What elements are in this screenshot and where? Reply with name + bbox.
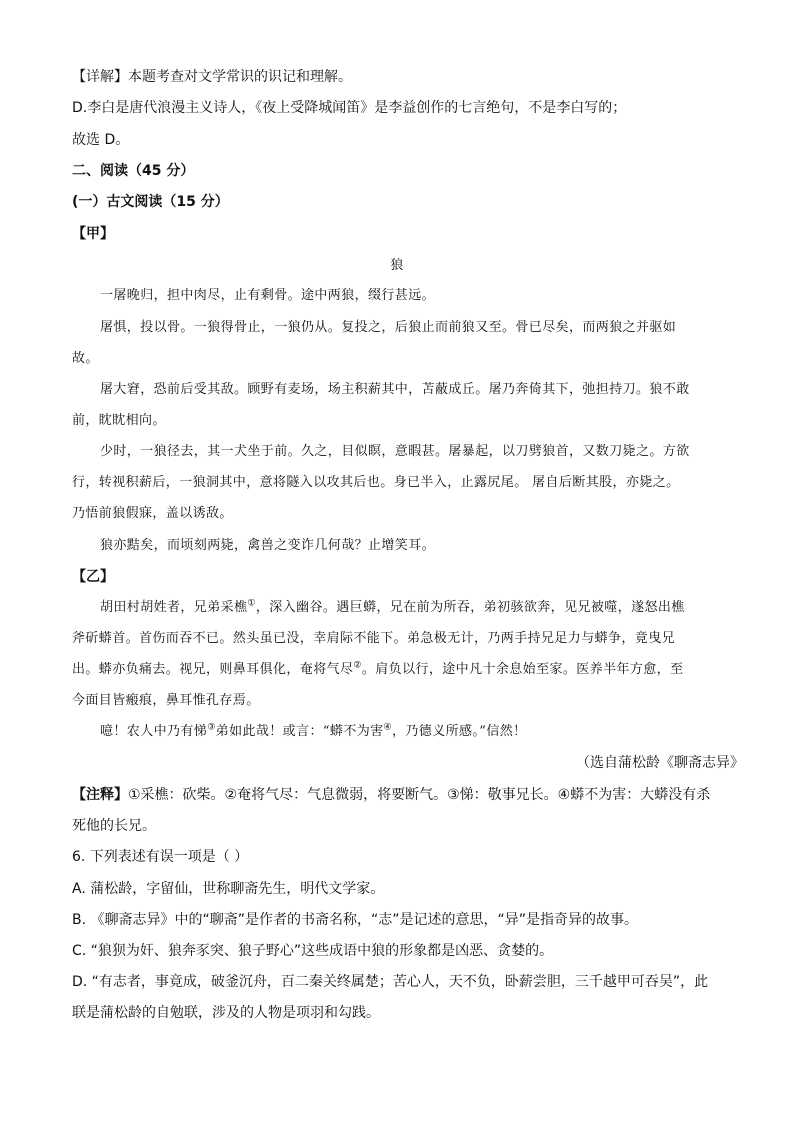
yi-line-1 bbox=[100, 598, 685, 618]
option-b: B. 《聊斋志异》中的“聊斋”是作者的书斋名称，“志”是记述的意思，“异”是指奇异的故事。 bbox=[72, 912, 639, 928]
note-marker: ① bbox=[247, 598, 256, 609]
yi-line-5 bbox=[100, 722, 527, 742]
jia-line-1: 一屠晚归，担中肉尽，止有剩骨。途中两狼，缀行甚远。 bbox=[100, 288, 436, 303]
jia-line-2: 屠惧，投以骨。一狼得骨止，一狼仍从。复投之，后狼止而前狼又至。骨已尽矣，而两狼之并驱如 bbox=[100, 320, 677, 335]
section-title: 二、阅读（45 分） bbox=[72, 163, 195, 179]
note-marker: ④ bbox=[383, 722, 392, 733]
jia-line-8: 乃悟前狼假寐，盖以诱敌。 bbox=[72, 506, 233, 521]
jia-label: 【甲】 bbox=[72, 226, 114, 242]
yi-line-1-b: ，深入幽谷。遇巨蟒，兄在前为所吞，弟初骇欲奔，见兄被噬，遂怒出樵 bbox=[255, 600, 685, 615]
notes-label: 【注释】 bbox=[72, 787, 128, 803]
yi-line-5-a: 噫！农人中乃有悌 bbox=[100, 724, 208, 739]
detail-line-2: 故选 D。 bbox=[72, 132, 130, 148]
notes-text-1: ①采樵：砍柴。②奄将气尽：气息微弱，将要断气。③悌：敬事兄长。④蟒不为害：大蟒没有杀 bbox=[128, 787, 711, 803]
section-subtitle: (一）古文阅读（15 分） bbox=[72, 194, 229, 210]
yi-line-3-b: 。肩负以行，途中凡十余息始至家。医养半年方愈，至 bbox=[361, 662, 684, 677]
yi-label: 【乙】 bbox=[72, 569, 114, 585]
detail-label: 【详解】本题考查对文学常识的识记和理解。 bbox=[72, 69, 352, 85]
option-a: A. 蒲松龄，字留仙，世称聊斋先生，明代文学家。 bbox=[72, 881, 385, 897]
jia-title: 狼 bbox=[390, 258, 404, 273]
question-stem: 6. 下列表述有误一项是（ ） bbox=[72, 849, 249, 865]
jia-line-4: 屠大窘，恐前后受其敌。顾野有麦场，场主积薪其中，苫蔽成丘。屠乃奔倚其下，弛担持刀。狼不敢 bbox=[100, 382, 690, 397]
yi-line-1-a: 胡田村胡姓者，兄弟采樵 bbox=[100, 600, 248, 615]
yi-line-5-b: 弟如此哉！或言：“蟒不为害 bbox=[215, 724, 384, 739]
jia-line-3: 故。 bbox=[72, 351, 99, 366]
yi-line-5-c: ，乃德义所感。”信然！ bbox=[392, 724, 527, 739]
option-d-line-1: D. “有志者，事竟成，破釜沉舟，百二秦关终属楚；苦心人，天不负，卧薪尝胆，三千越甲可吞吴”，此 bbox=[72, 974, 709, 990]
yi-line-2: 斧斫蟒首。首伤而吞不已。然头虽已没，幸肩际不能下。弟急极无计，乃两手持兄足力与蟒争，竟曳兄 bbox=[72, 631, 676, 646]
notes-line-2: 死他的长兄。 bbox=[72, 818, 156, 834]
yi-line-3 bbox=[72, 660, 683, 680]
option-c: C. “狼狈为奸、狼奔豕突、狼子野心”这些成语中狼的形象都是凶恶、贪婪的。 bbox=[72, 943, 554, 959]
jia-line-5: 前，眈眈相向。 bbox=[72, 413, 166, 428]
option-d-line-2: 联是蒲松龄的自勉联，涉及的人物是项羽和勾践。 bbox=[72, 1005, 380, 1021]
note-marker: ③ bbox=[207, 722, 216, 733]
notes-line-1 bbox=[72, 785, 710, 805]
jia-line-7: 行，转视积薪后，一狼洞其中，意将隧入以攻其后也。身已半入，止露尻尾。 屠自后断其股，亦毙之。 bbox=[72, 475, 680, 490]
jia-line-6: 少时，一狼径去，其一犬坐于前。久之，目似瞑，意暇甚。屠暴起，以刀劈狼首，又数刀毙之。方欲 bbox=[100, 444, 690, 459]
source-citation: （选自蒲松龄《聊斋志异》 bbox=[576, 755, 744, 771]
yi-line-3-a: 出。蟒亦负痛去。视兄，则鼻耳俱化，奄将气尽 bbox=[72, 662, 354, 677]
note-marker: ② bbox=[353, 660, 362, 671]
jia-line-9: 狼亦黠矣，而顷刻两毙，禽兽之变诈几何哉？止增笑耳。 bbox=[100, 538, 436, 553]
yi-line-4: 今面目皆瘢痕，鼻耳惟孔存焉。 bbox=[72, 693, 260, 708]
detail-line-1: D.李白是唐代浪漫主义诗人，《夜上受降城闻笛》是李益创作的七言绝句，不是李白写的； bbox=[72, 100, 627, 116]
